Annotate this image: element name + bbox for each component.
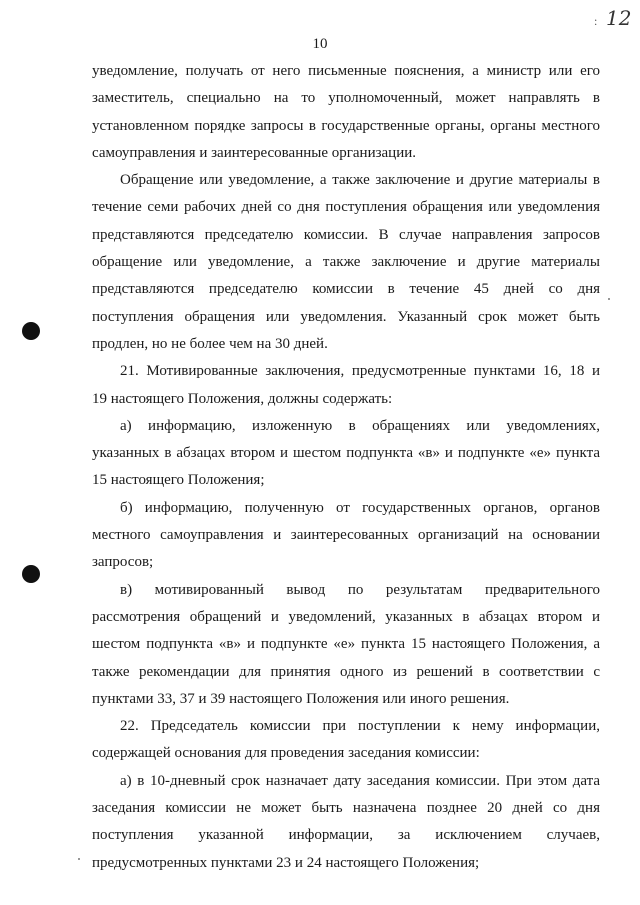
document-body: [92, 58, 600, 877]
text-line: 19 настоящего Положения, должны содержать:: [92, 390, 393, 407]
text-line: указанных в абзацах втором и шестом подпункта «в» и подпункте «е» пункта: [92, 445, 600, 462]
text-line: а) информацию, изложенную в обращениях или уведомлениях,: [120, 417, 600, 434]
text-line: 21. Мотивированные заключения, предусмотренные пунктами 16, 18 и: [120, 363, 600, 380]
punch-hole-top: [22, 322, 40, 340]
text-line: заседания комиссии не может быть назначена позднее 20 дней со дня: [92, 800, 600, 817]
text-line: 15 настоящего Положения;: [92, 472, 265, 489]
text-line: Обращение или уведомление, а также заключение и другие материалы в: [120, 172, 600, 189]
text-line: поступления обращения или уведомления. Указанный срок может быть: [92, 308, 600, 325]
text-line: запросов;: [92, 554, 154, 571]
text-line: течение семи рабочих дней со дня поступления обращения или уведомления: [92, 199, 600, 216]
scan-speck: [608, 298, 610, 300]
handwritten-page-number: 12: [606, 6, 632, 30]
text-line: предусмотренных пунктами 23 и 24 настоящего Положения;: [92, 854, 480, 871]
text-line: шестом подпункта «в» и подпункте «е» пункта 15 настоящего Положения, а: [92, 636, 600, 653]
page-number: 10: [312, 36, 328, 52]
text-line: также рекомендации для принятия одного из решений в соответствии с: [92, 663, 600, 680]
text-line: самоуправления и заинтересованные организации.: [92, 144, 417, 161]
text-line: рассмотрения обращений и уведомлений, указанных в абзацах втором и: [92, 608, 600, 625]
text-line: поступления указанной информации, за исключением случаев,: [92, 827, 600, 844]
text-line: а) в 10-дневный срок назначает дату заседания комиссии. При этом дата: [120, 772, 600, 789]
text-line: представляются председателю комиссии. В случае направления запросов: [92, 226, 600, 243]
text-line: обращение или уведомление, а также заключение и другие материалы: [92, 254, 600, 271]
text-line: б) информацию, полученную от государственных органов, органов: [120, 499, 600, 516]
text-line: содержащей основания для проведения заседания комиссии:: [92, 745, 480, 762]
text-line: 22. Председатель комиссии при поступлении к нему информации,: [120, 718, 600, 735]
text-line: установленном порядке запросы в государственные органы, органы местного: [92, 117, 600, 134]
scan-speck: [78, 858, 80, 860]
text-line: заместитель, специально на то уполномоченный, может направлять в: [92, 90, 600, 107]
text-line: уведомление, получать от него письменные пояснения, а министр или его: [92, 63, 600, 79]
text-line: в) мотивированный вывод по результатам предварительного: [120, 581, 600, 598]
corner-tick-mark: :: [594, 14, 598, 28]
text-line: продлен, но не более чем на 30 дней.: [92, 335, 328, 352]
text-line: представляются председателю комиссии в течение 45 дней со дня: [92, 281, 600, 298]
text-line: пунктами 33, 37 и 39 настоящего Положения или иного решения.: [92, 690, 510, 707]
punch-hole-bottom: [22, 565, 40, 583]
text-line: местного самоуправления и заинтересованных организаций на основании: [92, 527, 600, 544]
